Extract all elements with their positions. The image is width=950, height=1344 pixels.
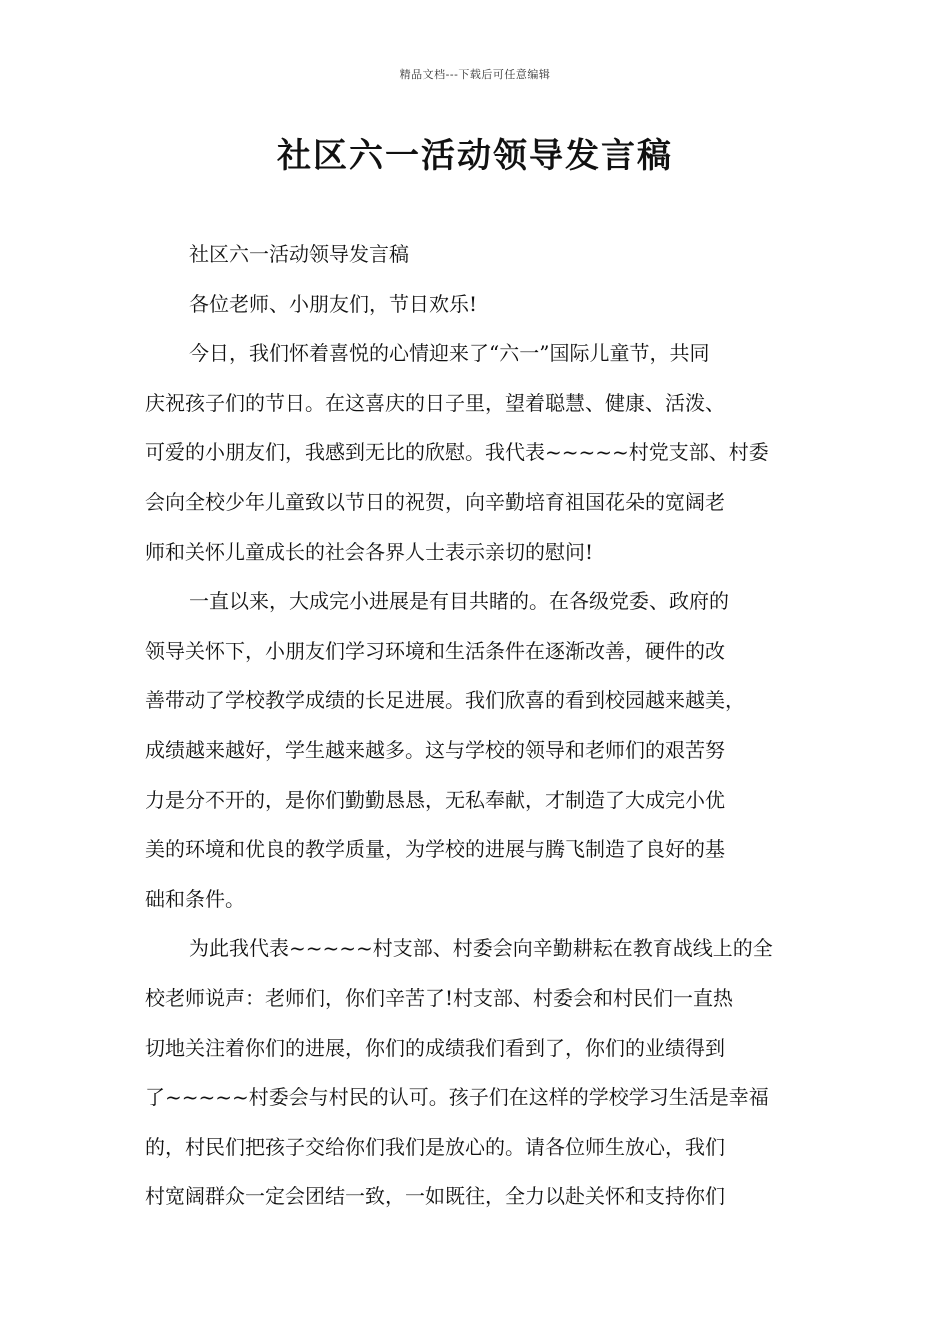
body-line: 了~~~~~村委会与村民的认可。孩子们在这样的学校学习生活是幸福 xyxy=(145,1085,769,1110)
body-line: 善带动了学校教学成绩的长足进展。我们欣喜的看到校园越来越美， xyxy=(145,688,745,713)
body-line: 一直以来，大成完小进展是有目共睹的。在各级党委、政府的 xyxy=(189,589,729,614)
body-line: 的，村民们把孩子交给你们我们是放心的。请各位师生放心，我们 xyxy=(145,1134,725,1159)
body-line: 社区六一活动领导发言稿 xyxy=(189,242,409,266)
body-line: 各位老师、小朋友们，节日欢乐! xyxy=(189,291,478,316)
header-note: 精品文档---下载后可任意编辑 xyxy=(399,68,551,81)
body-line: 础和条件。 xyxy=(145,886,245,911)
body-line: 村宽阔群众一定会团结一致，一如既往，全力以赴关怀和支持你们 xyxy=(145,1184,725,1209)
body-line: 切地关注着你们的进展，你们的成绩我们看到了，你们的业绩得到 xyxy=(145,1035,725,1060)
body-line: 力是分不开的，是你们勤勤恳恳，无私奉献，才制造了大成完小优 xyxy=(145,787,725,812)
body-line: 师和关怀儿童成长的社会各界人士表示亲切的慰问! xyxy=(145,539,594,564)
body-line: 为此我代表~~~~~村支部、村委会向辛勤耕耘在教育战线上的全 xyxy=(189,936,773,961)
body-line: 可爱的小朋友们，我感到无比的欣慰。我代表~~~~~村党支部、村委 xyxy=(145,440,769,465)
body-line: 美的环境和优良的教学质量，为学校的进展与腾飞制造了良好的基 xyxy=(145,837,725,862)
document-body xyxy=(145,230,815,1222)
body-line: 今日，我们怀着喜悦的心情迎来了“六一”国际儿童节，共同 xyxy=(189,341,710,366)
body-line: 会向全校少年儿童致以节日的祝贺，向辛勤培育祖国花朵的宽阔老 xyxy=(145,489,725,514)
body-line: 领导关怀下，小朋友们学习环境和生活条件在逐渐改善，硬件的改 xyxy=(145,638,725,663)
body-line: 庆祝孩子们的节日。在这喜庆的日子里，望着聪慧、健康、活泼、 xyxy=(145,390,725,415)
body-line: 校老师说声：老师们，你们辛苦了!村支部、村委会和村民们一直热 xyxy=(145,985,734,1010)
body-line: 成绩越来越好，学生越来越多。这与学校的领导和老师们的艰苦努 xyxy=(145,737,725,762)
document-title: 社区六一活动领导发言稿 xyxy=(277,136,673,176)
